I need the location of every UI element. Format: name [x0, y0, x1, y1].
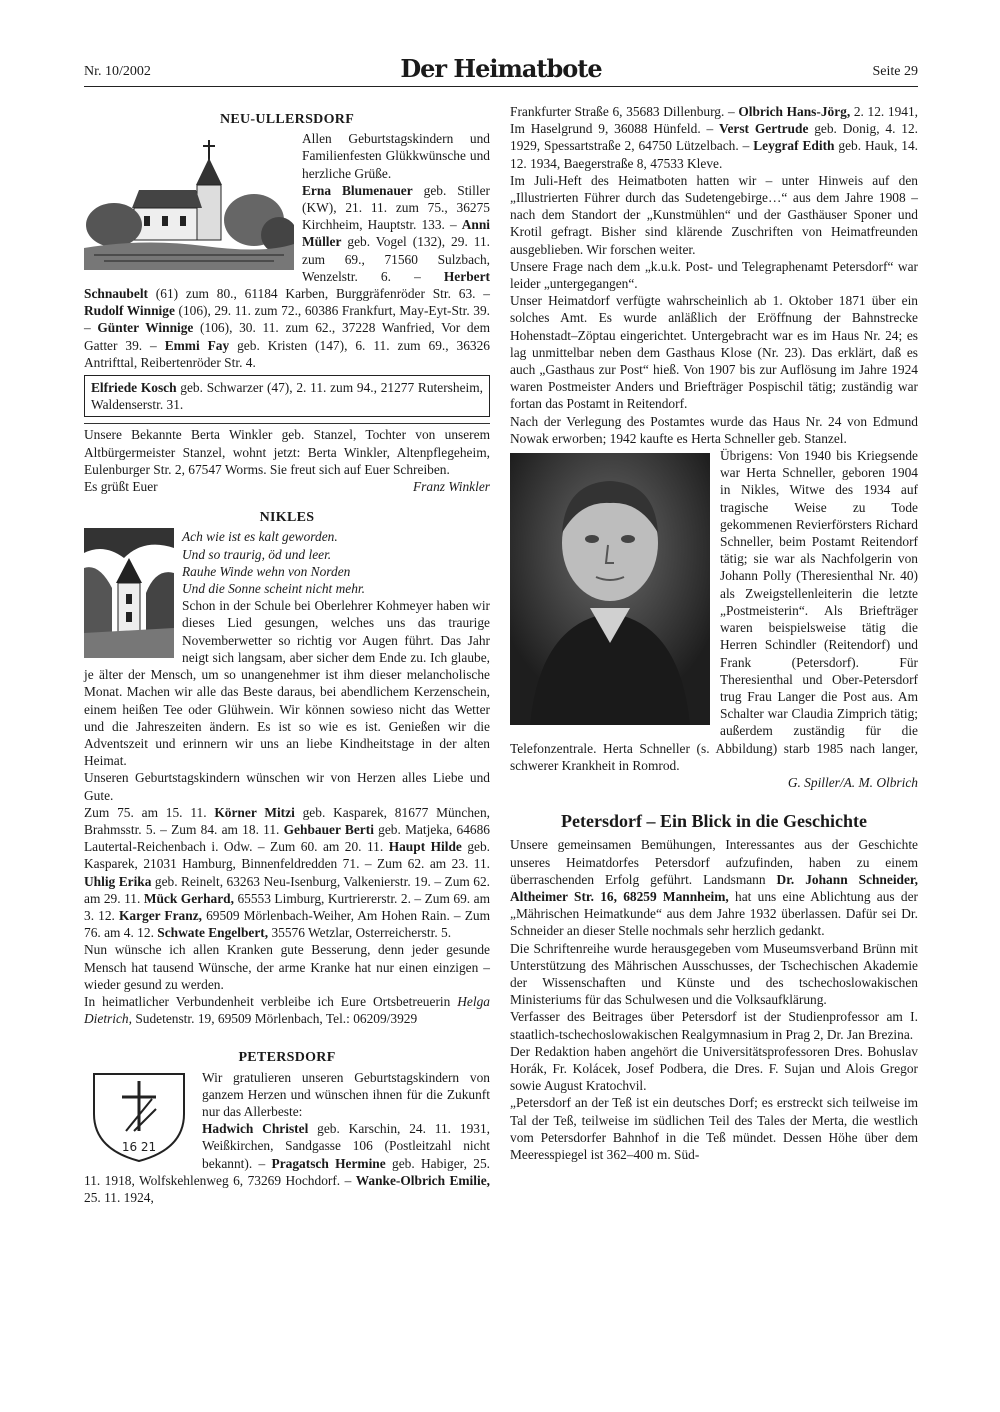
birthday-name: Verst Gertrude — [719, 121, 809, 137]
author-name: Helga Dietrich, — [84, 993, 490, 1027]
birthday-name: Pragatsch Hermine — [271, 1155, 386, 1171]
closing-address: Sudetenstr. 19, 69509 Mörlenbach, Tel.: 06209/3929 — [131, 1011, 418, 1027]
birthday-detail: geb. Schwarzer (47), 2. 11. zum 94., 21277 Rutersheim, Waldenserstr. 31. — [91, 380, 483, 413]
birthday-name: Karger Franz, — [118, 907, 202, 923]
right-column — [510, 103, 918, 1163]
article-text: Unsere gemeinsamen Bemühungen, Interessantes aus der Geschichte unseres Heimatdorfes Petersdorf aufzufinden, haben zu einem überraschenden Erfolg geführt. Landsmann — [510, 837, 918, 887]
paragraph: Unser Heimatdorf verfügte wahrscheinlich ab 1. Oktober 1871 über ein solches Amt. Es wurde anläßlich der Eröffnung der Bahnstrecke Hohenstadt–Zöptau eingerichtet. Untergebracht war es im Haus Nr. 24; es lag unmittelbar neben dem Gasthaus Klose (Nr. 23). Das erklärt, daß es auch „Gasthaus zur Post“ hieß. Von 1907 bis zur Auflösung im Jahre 1924 waren Postmeister Anders und Briefträger Pospischil tätig; zuständig war fortan das Postamt in Reitendorf. — [510, 293, 918, 412]
left-column — [84, 111, 490, 1206]
birthday-name: Herbert Schnaubelt — [84, 268, 490, 302]
birthday-detail: geb. Kasparek, 21031 Hamburg, Binnenfeldredden 71. – Zum 62. am 23. 11. — [84, 839, 490, 872]
birthday-detail: 25. 11. 1924, — [84, 1189, 154, 1205]
birthday-name: Wanke-Olbrich Emilie, — [355, 1172, 490, 1188]
page-number: Seite 29 — [872, 64, 918, 79]
issue-number: Nr. 10/2002 — [84, 64, 151, 79]
page-header — [84, 54, 918, 86]
birthday-detail: 35576 Wetzlar, Osterreicherstr. 5. — [268, 925, 452, 941]
boxed-birthday — [84, 375, 490, 417]
birthday-detail: geb. Stiller (KW), 21. 11. zum 75., 36275 Kirchheim, Hauptstr. 133. – — [302, 182, 490, 233]
birthday-name: Hadwich Christel — [202, 1121, 309, 1137]
divider — [84, 423, 490, 424]
birthday-detail: geb. Kristen (147), 6. 11. zum 69., 36326 Antrifttal, Reibertenröder Str. 4. — [84, 337, 490, 370]
birthday-name: Gehbauer Berti — [283, 821, 374, 837]
birthday-name: Emmi Fay — [164, 337, 230, 353]
paragraph: Übrigens: Von 1940 bis Kriegsende war Herta Schneller, geboren 1904 in Nikles, Witwe des 1934 auf tragische Weise zu Tode gekommenen Revierförsters Richard Schneller, beim Postamt Reitendorf tätig; sie war als Nachfolgerin von Johann Polly (Theresienthal Nr. 40) als Zweigstellenleiterin die letzte „Postmeisterin“. Als Briefträger waren beispielsweise tätig die Herren Schindler (Reitendorf) und Frank (Petersdorf). Für Theresienthal und Ober-Petersdorf trug Frau Langer die Post aus. Am Schalter war Claudia Zimprich tätig; außerdem zuständig für die Telefonzentrale. Herta Schneller (s. Abbildung) starb 1985 nach langer, schwerer Krankheit in Romrod. — [510, 448, 918, 773]
poem-line: Und so traurig, öd und leer. — [182, 546, 332, 562]
nikles-birthdays — [84, 804, 490, 942]
herta-schneller-photo — [510, 453, 710, 729]
birthday-name: Mück Gerhard, — [143, 890, 234, 906]
nikles-illustration — [84, 528, 174, 662]
birthday-name: Leygraf Edith — [753, 138, 835, 154]
birthday-detail: 2. 12. 1941, Im Haselgrund 9, 36088 Hünfeld. – — [510, 104, 919, 137]
birthday-name: Günter Winnige — [97, 320, 194, 336]
birthday-name: Elfriede Kosch — [91, 380, 177, 396]
petersdorf-intro: Wir gratulieren unseren Geburtstagskindern von ganzem Herzen und wünschen ihnen für die Zukunft nur das Allerbeste: — [202, 1069, 490, 1119]
article-paragraph — [510, 836, 918, 939]
birthday-name: Anni Müller — [302, 217, 490, 250]
article-paragraph: „Petersdorf an der Teß ist ein deutsches Dorf; es erstreckt sich teilweise im Tal der Teß, teilweise im südlichen Teil des Tales der Merta, die westlich vom Petersdorfer Bahnhof in die Teß mündet. Dessen Höhe über dem Meeresspiegel ist 362–400 m. Süd- — [510, 1095, 918, 1162]
birthday-detail: geb. Reinelt, 63263 Neu-Isenburg, Valkenierstr. 19. – Zum 62. am 29. 11. — [84, 873, 490, 906]
article-bold: Dr. Johann Schneider, Altheimer Str. 16, 68259 Mannheim, — [510, 871, 918, 904]
nikles-paragraph: Nun wünsche ich allen Kranken gute Besserung, denn jeder gesunde Mensch hat tausend Wünsche, der arme Kranke hat nur einen einzigen – wieder gesund zu werden. — [84, 942, 490, 992]
birthday-name: Olbrich Hans-Jörg, — [738, 104, 851, 119]
article-title: Petersdorf – Ein Blick in die Geschichte — [561, 811, 867, 832]
section-title-nikles: NIKLES — [259, 510, 315, 526]
birthday-detail: Zum 75. am 15. 11. — [84, 804, 215, 820]
paragraph: Unsere Frage nach dem „k.u.k. Post- und Telegraphenamt Petersdorf“ war leider „untergegangen“. — [510, 258, 918, 292]
paragraph: Nach der Verlegung des Postamtes wurde das Haus Nr. 24 von Edmund Nowak erworben; 1942 kaufte es Herta Schneller geb. Stanzel. — [510, 413, 918, 446]
birthday-name: Körner Mitzi — [214, 804, 295, 820]
birthday-detail: geb. Hauk, 14. 12. 1934, Baegerstraße 8, 47533 Kleve. — [510, 138, 918, 171]
birthday-detail: geb. Karschin, 24. 11. 1931, Weißkirchen, Sandgasse 106 (Postleitzahl nicht bekannt). – — [202, 1121, 491, 1171]
birthday-name: Haupt Hilde — [388, 839, 462, 855]
birthday-detail: (106), 29. 11. zum 72., 60386 Frankfurt, May-Eyt-Str. 39. – — [84, 303, 491, 336]
birthday-name: Rudolf Winnige — [84, 303, 175, 319]
article-paragraph: Die Schriftenreihe wurde herausgegeben vom Museumsverband Brünn mit Unterstützung des Mährischen Ausschusses, der Tschechischen Akademie der Wissenschaften und Künste und des tschechoslowakischen Ministeriums für das Schulwesen und die Volksaufklärung. — [510, 940, 918, 1008]
birthday-detail: 65553 Limburg, Kurtriererstr. 2. – Zum 69. am 3. 12. — [84, 890, 490, 923]
birthday-detail: geb. Vogel (132), 29. 11. zum 69., 71560 Sulzbach, Wenzelstr. 6. – — [302, 234, 490, 284]
birthday-detail: geb. Habiger, 25. 11. 1918, Wolfskehlenweg 6, 73269 Hochdorf. – — [84, 1155, 490, 1188]
birthday-detail: geb. Kasparek, 81677 München, Brahmsstr. 5. – Zum 84. am 18. 11. — [84, 804, 490, 837]
poem-line: Und die Sonne scheint nicht mehr. — [182, 581, 365, 597]
nikles-closing — [84, 993, 490, 1027]
paragraph: Im Juli-Heft des Heimatboten hatten wir – unter Hinweis auf den „Illustrierten Führer durch das Sudetengebirge…“ aus dem Jahre 1908 – nach dem Standort der „Kunstmühlen“ und der Gasthäuser Sponer und Krotil gefragt. Bisher sind klärende Zuschriften von Heimatfreunden ausgeblieben. Wir forschen weiter. — [510, 172, 918, 257]
crest-year: 16 21 — [121, 1139, 157, 1154]
poem-line: Rauhe Winde wehn von Norden — [182, 563, 351, 579]
nikles-paragraph: Schon in der Schule bei Oberlehrer Kohmeyer haben wir dieses Lied gesungen, welches uns das traurige Novemberwetter so richtig vor Augen führt. Das Jahr neigt sich langsam, aber sicher dem Ende zu. Ich glaube, je älter der Mensch, um so unangenehmer ist ihm dieser melancholische Monat. Machen wir alle das Beste daraus, bei abendlichem Kerzenschein, einem heißen Tee oder Glühwein. Wir können sowieso nicht das Wetter und die Jahreszeiten ändern. Es ist so wie es ist. Genießen wir die Adventszeit und erinnern wir uns an liebe Kindheitstage in der alten Heimat. — [84, 598, 490, 769]
birthday-name: Uhlig Erika — [84, 873, 152, 889]
section-title-petersdorf: PETERSDORF — [238, 1050, 336, 1066]
birthday-detail: geb. Donig, 4. 12. 1929, Spessartstraße 2, 64750 Lützelbach. – — [510, 121, 918, 154]
article-signature: G. Spiller/A. M. Olbrich — [787, 774, 918, 790]
section-title-neu-ullersdorf: NEU-ULLERSDORF — [219, 112, 355, 127]
poem-line: Ach wie ist es kalt geworden. — [182, 529, 338, 545]
masthead-logo: Der Heimatbote — [400, 54, 602, 83]
article-paragraph: Verfasser des Beitrages über Petersdorf ist der Studienprofessor am I. staatlich-tschechoslowakischen Realgymnasium in Prag 2, Dr. Jan Brezina. — [510, 1009, 918, 1042]
article-text: hat uns eine Ablichtung aus der „Mährischen Heimatkunde“ aus dem Jahre 1932 überlassen. Dafür sei Dr. Schneider an dieser Stelle nochmals sehr herzlich gedankt. — [510, 888, 918, 939]
birthday-detail: 69509 Mörlenbach-Weiher, Am Hohen Rain. – Zum 76. am 4. 12. — [84, 907, 490, 941]
petersdorf-crest — [84, 1069, 194, 1168]
birthday-detail: (61) zum 80., 61184 Karben, Burggräfenröder Str. 63. – — [148, 286, 490, 302]
birthday-detail: Frankfurter Straße 6, 35683 Dillenburg. – — [510, 104, 739, 119]
birthday-detail: geb. Matjeka, 64686 Lautertal-Reichenbach i. Odw. – Zum 60. am 20. 11. — [84, 821, 491, 855]
article-paragraph: Der Redaktion haben angehört die Universitätsprofessoren Dres. Bohuslav Horák, Fr. Kolácek, Josef Podbera, die Dres. F. Sujan und Alois Gregor sowie August Kratochvil. — [510, 1043, 918, 1094]
header-rule — [84, 86, 918, 87]
birthday-name: Schwate Engelbert, — [157, 925, 269, 941]
birthday-name: Erna Blumenauer — [302, 182, 413, 198]
petersdorf-birthdays-continued — [510, 103, 918, 172]
church-illustration — [84, 130, 294, 274]
closing-text: In heimatlicher Verbundenheit verbleibe ich Eure Ortsbetreuerin — [84, 993, 458, 1009]
neu-ullersdorf-intro: Allen Geburtstagskindern und Familienfesten Glükkwünsche und herzliche Grüße. — [302, 131, 490, 181]
birthday-detail: (106), 30. 11. zum 62., 37228 Wanfried, Vor dem Gatter 39. – — [84, 320, 490, 353]
notice-paragraph: Unsere Bekannte Berta Winkler geb. Stanzel, Tochter von unserem Altbürgermeister Stanzel, wohnt jetzt: Berta Winkler, Altenpflegeheim, Eulenburger Str. 2, 67547 Worms. Sie freut sich auf Euer Schreiben. — [84, 427, 490, 477]
signature: Franz Winkler — [413, 479, 490, 495]
nikles-paragraph: Unseren Geburtstagskindern wünschen wir von Herzen alles Liebe und Gute. — [84, 770, 490, 803]
greeting: Es grüßt Euer — [84, 479, 158, 495]
signature-line — [84, 478, 490, 495]
